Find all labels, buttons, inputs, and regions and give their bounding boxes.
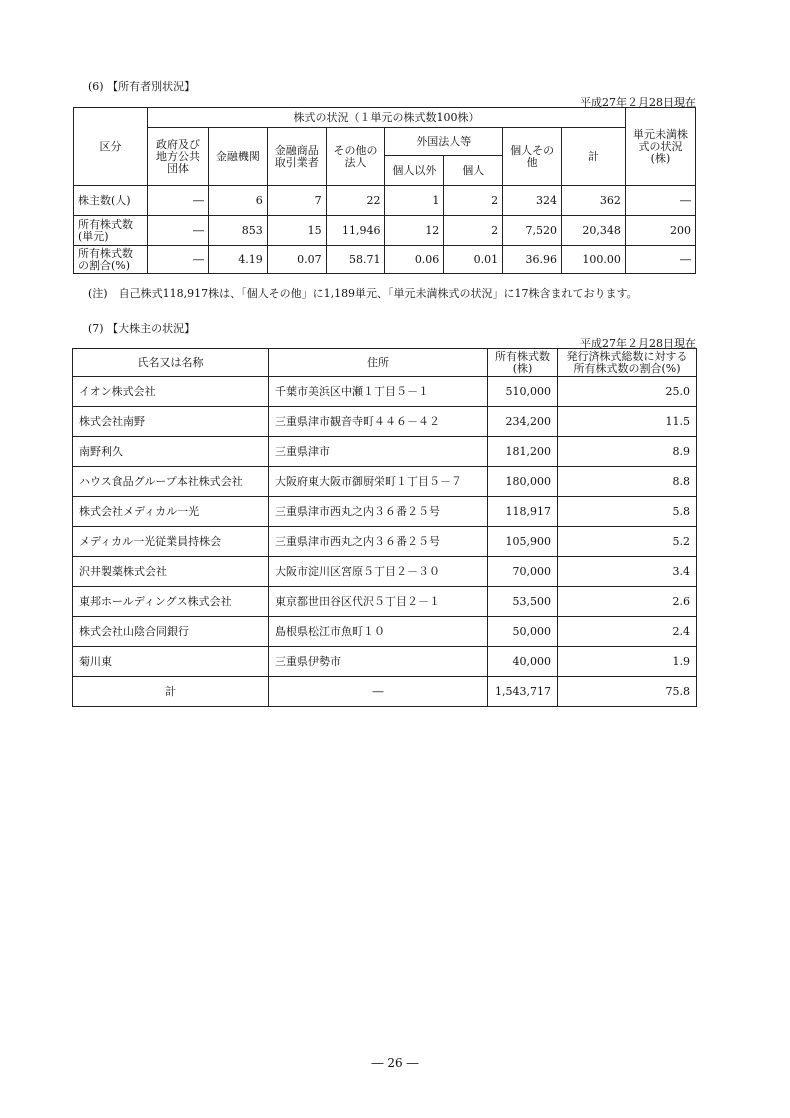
row-label: 株主数(人)	[74, 186, 148, 216]
col-gov: 政府及び地方公共団体	[148, 128, 209, 186]
cell: 200	[625, 216, 695, 246]
ownership-table	[73, 107, 696, 274]
col-odd: 単元未満株式の状況(株)	[625, 108, 695, 186]
shareholder-shares: 118,917	[488, 497, 558, 527]
col-corp: その他の法人	[326, 128, 385, 186]
col-category: 区分	[74, 108, 148, 186]
shareholder-name: 沢井製薬株式会社	[73, 557, 269, 587]
cell: 2	[444, 216, 503, 246]
shareholder-ratio: 2.4	[558, 617, 697, 647]
shareholder-address: 東京都世田谷区代沢５丁目２－１	[269, 587, 488, 617]
shareholder-ratio: 8.8	[558, 467, 697, 497]
cell: 36.96	[503, 246, 562, 274]
shareholder-ratio: 3.4	[558, 557, 697, 587]
cell: 7,520	[503, 216, 562, 246]
shareholder-name: イオン株式会社	[73, 377, 269, 407]
cell: 20,348	[562, 216, 626, 246]
col-foreign: 外国法人等	[385, 128, 503, 156]
col-fin: 金融機関	[208, 128, 267, 186]
shareholder-ratio: 1.9	[558, 647, 697, 677]
shareholder-address: 三重県津市西丸之内３６番２５号	[269, 497, 488, 527]
shareholder-address: 三重県津市観音寺町４４６－４２	[269, 407, 488, 437]
shareholder-shares: 510,000	[488, 377, 558, 407]
shareholder-name: 南野利久	[73, 437, 269, 467]
cell: ―	[148, 216, 209, 246]
total-label: 計	[73, 677, 269, 707]
section7-heading: (7) 【大株主の状況】	[88, 322, 196, 335]
shareholder-name: 株式会社山陰合同銀行	[73, 617, 269, 647]
table-row	[73, 527, 697, 557]
shareholder-shares: 70,000	[488, 557, 558, 587]
table-row	[73, 437, 697, 467]
shareholder-name: 菊川東	[73, 647, 269, 677]
total-address: ―	[269, 677, 488, 707]
cell: 853	[208, 216, 267, 246]
shareholder-shares: 53,500	[488, 587, 558, 617]
total-shares: 1,543,717	[488, 677, 558, 707]
shareholder-ratio: 2.6	[558, 587, 697, 617]
total-row	[73, 677, 697, 707]
shareholder-name: ハウス食品グループ本社株式会社	[73, 467, 269, 497]
table-row	[73, 497, 697, 527]
page-number: ― 26 ―	[371, 1056, 419, 1070]
cell: 0.07	[267, 246, 326, 274]
shareholder-shares: 40,000	[488, 647, 558, 677]
shareholder-address: 大阪府東大阪市御厨栄町１丁目５－７	[269, 467, 488, 497]
col-ratio: 発行済株式総数に対する所有株式数の割合(%)	[558, 349, 697, 377]
cell: 22	[326, 186, 385, 216]
cell: 2	[444, 186, 503, 216]
shareholder-name: 株式会社メディカル一光	[73, 497, 269, 527]
cell: 12	[385, 216, 444, 246]
shareholder-shares: 50,000	[488, 617, 558, 647]
cell: 100.00	[562, 246, 626, 274]
shareholder-shares: 181,200	[488, 437, 558, 467]
cell: ―	[148, 186, 209, 216]
cell: 6	[208, 186, 267, 216]
shareholder-ratio: 11.5	[558, 407, 697, 437]
col-shares: 所有株式数(株)	[488, 349, 558, 377]
table-row	[73, 377, 697, 407]
col-sec: 金融商品取引業者	[267, 128, 326, 186]
table-row	[74, 216, 696, 246]
cell: ―	[625, 186, 695, 216]
table-row	[74, 246, 696, 274]
cell: 11,946	[326, 216, 385, 246]
shareholder-address: 三重県伊勢市	[269, 647, 488, 677]
cell: 0.01	[444, 246, 503, 274]
shareholder-name: 株式会社南野	[73, 407, 269, 437]
cell: 4.19	[208, 246, 267, 274]
section7-date: 平成27年２月28日現在	[580, 337, 696, 350]
table-row	[73, 557, 697, 587]
cell: ―	[625, 246, 695, 274]
cell: 0.06	[385, 246, 444, 274]
shareholder-address: 大阪市淀川区宮原５丁目２－３０	[269, 557, 488, 587]
shareholder-ratio: 5.8	[558, 497, 697, 527]
row-label: 所有株式数(単元)	[74, 216, 148, 246]
col-indiv: 個人その他	[503, 128, 562, 186]
col-foreign-ind: 個人	[444, 156, 503, 186]
shareholder-address: 三重県津市西丸之内３６番２５号	[269, 527, 488, 557]
cell: 1	[385, 186, 444, 216]
col-name: 氏名又は名称	[73, 349, 269, 377]
col-address: 住所	[269, 349, 488, 377]
table-row	[73, 587, 697, 617]
table-row	[73, 467, 697, 497]
cell: 324	[503, 186, 562, 216]
cell: 58.71	[326, 246, 385, 274]
cell: 15	[267, 216, 326, 246]
total-ratio: 75.8	[558, 677, 697, 707]
col-total: 計	[562, 128, 626, 186]
shareholder-shares: 180,000	[488, 467, 558, 497]
section6-heading: (6) 【所有者別状況】	[88, 80, 196, 93]
section6-date: 平成27年２月28日現在	[580, 96, 696, 109]
shareholder-shares: 234,200	[488, 407, 558, 437]
shareholder-address: 島根県松江市魚町１０	[269, 617, 488, 647]
shareholder-ratio: 8.9	[558, 437, 697, 467]
shareholder-address: 千葉市美浜区中瀬１丁目５－１	[269, 377, 488, 407]
col-foreign-nonind: 個人以外	[385, 156, 444, 186]
table-row	[73, 617, 697, 647]
shareholder-name: 東邦ホールディングス株式会社	[73, 587, 269, 617]
shareholder-shares: 105,900	[488, 527, 558, 557]
shareholder-address: 三重県津市	[269, 437, 488, 467]
cell: 362	[562, 186, 626, 216]
shareholder-ratio: 5.2	[558, 527, 697, 557]
shareholder-name: メディカル一光従業員持株会	[73, 527, 269, 557]
section6-note: (注) 自己株式118,917株は、「個人その他」に1,189単元、「単元未満株式の状況」に17株含まれております。	[88, 287, 638, 300]
major-shareholders-table	[72, 348, 697, 707]
table-row	[74, 186, 696, 216]
col-group: 株式の状況（１単元の株式数100株）	[148, 108, 626, 128]
table-row	[73, 647, 697, 677]
cell: ―	[148, 246, 209, 274]
table-row	[73, 407, 697, 437]
shareholder-ratio: 25.0	[558, 377, 697, 407]
row-label: 所有株式数の割合(%)	[74, 246, 148, 274]
cell: 7	[267, 186, 326, 216]
